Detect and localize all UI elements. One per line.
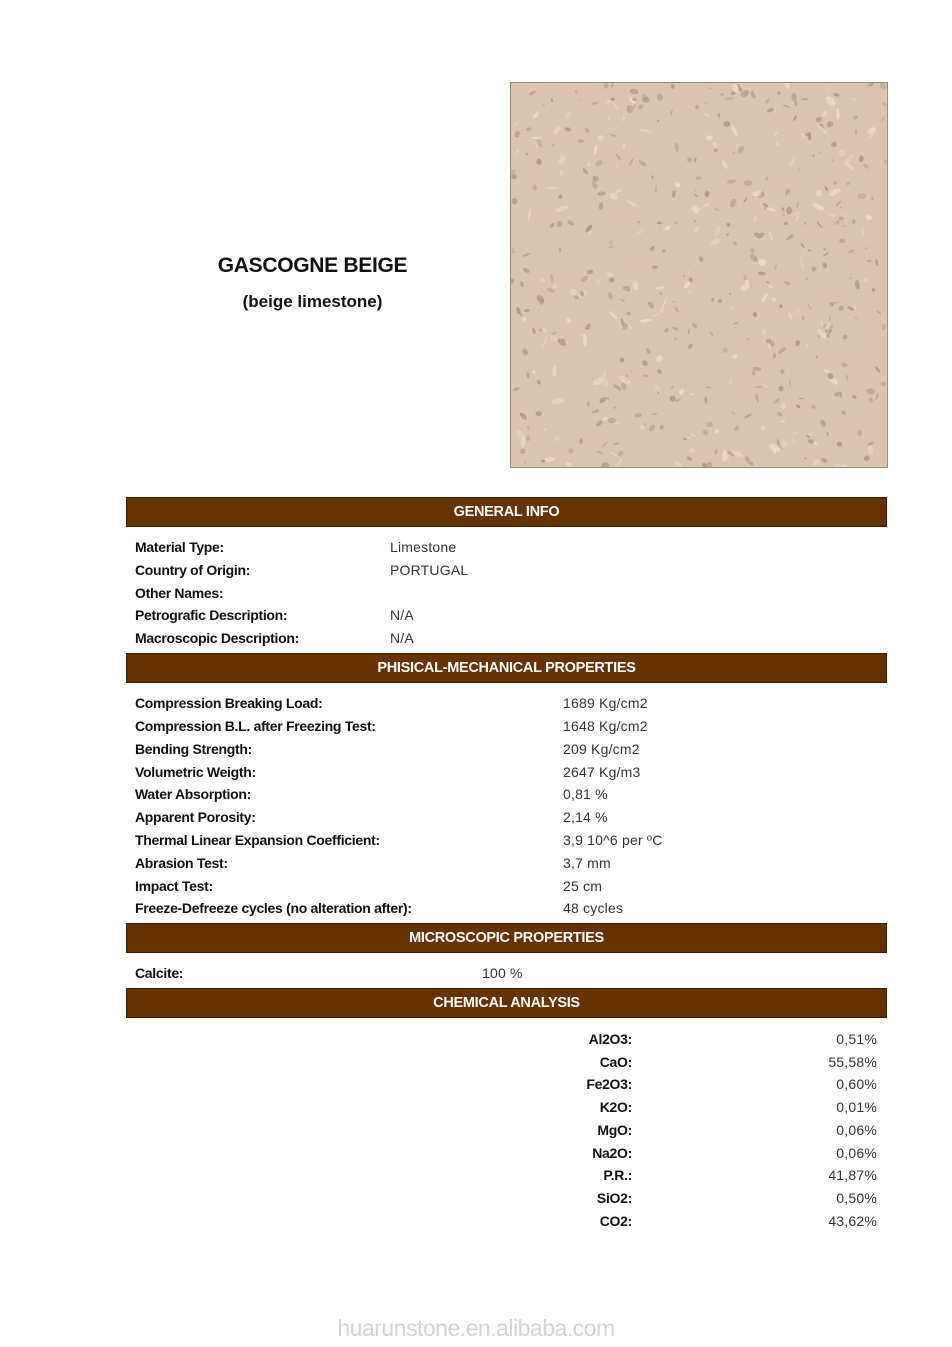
stone-base [511,83,887,467]
general-info-row: Other Names: [135,585,224,601]
physical-row: Freeze-Defreeze cycles (no alteration after): 48 cycles [135,900,624,916]
general-info-row: Country of Origin: PORTUGAL [135,562,469,578]
general-info-row: Macroscopic Description: N/A [135,630,414,646]
stone-fleck [790,380,791,388]
page-subtitle: (beige limestone) [242,292,383,311]
chemical-row: P.R.: 41,87% [603,1167,877,1183]
chemical-row: Na2O: 0,06% [592,1145,877,1161]
physical-row: Bending Strength: 209 Kg/cm2 [135,741,640,757]
physical-row: Thermal Linear Expansion Coefficient: 3,9 10^6 per ºC [135,832,663,848]
chemical-analysis-header: CHEMICAL ANALYSIS [126,988,887,1018]
chemical-row: SiO2: 0,50% [596,1190,877,1206]
microscopic-row: Calcite: 100 % [135,965,523,981]
physical-properties-header: PHISICAL-MECHANICAL PROPERTIES [126,653,887,683]
page-title: GASCOGNE BEIGE [217,254,408,277]
stone-fleck [655,185,657,193]
chemical-row: Al2O3: 0,51% [588,1031,877,1047]
chemical-row: K2O: 0,01% [599,1099,877,1115]
chemical-row: CO2: 43,62% [599,1213,877,1229]
physical-row: Abrasion Test: 3,7 mm [135,855,611,871]
general-info-row: Petrografic Description: N/A [135,607,414,623]
physical-row: Compression B.L. after Freezing Test: 1648 Kg/cm2 [135,718,648,734]
watermark: huarunstone.en.alibaba.com [337,1315,615,1341]
stone-sample-image [510,82,888,468]
chemical-row: Fe2O3: 0,60% [586,1076,877,1092]
physical-row: Impact Test: 25 cm [135,878,603,894]
physical-row: Volumetric Weigth: 2647 Kg/m3 [135,764,641,780]
stone-fleck [836,109,839,120]
general-info-header: GENERAL INFO [126,497,887,527]
microscopic-properties-header: MICROSCOPIC PROPERTIES [126,923,887,953]
chemical-row: CaO: 55,58% [599,1054,877,1070]
physical-row: Water Absorption: 0,81 % [135,786,608,802]
general-info-row: Material Type: Limestone [135,539,457,555]
chemical-row: MgO: 0,06% [597,1122,877,1138]
physical-row: Apparent Porosity: 2,14 % [135,809,608,825]
physical-row: Compression Breaking Load: 1689 Kg/cm2 [135,695,648,711]
